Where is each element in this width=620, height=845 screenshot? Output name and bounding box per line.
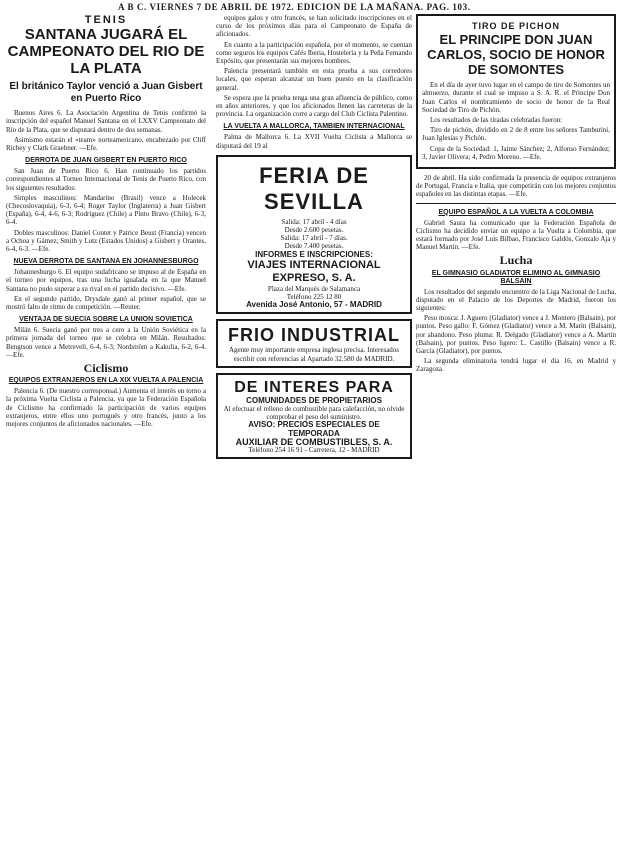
advert-feria (216, 155, 412, 315)
paragraph: Milán 6. Suecia ganó por tres a cero a la Unión Soviética en la primera jornada del torneo que se celebra en Milán. Resultados: Bengtson vence a Metreveli, 6-4, 6-3; Nordström a Kakulia, 6-2, 6-4. —Efe. (6, 326, 206, 359)
advert-line: Agente muy importante empresa inglesa precisa. Interesados escribir con referencias al Apartado 32.580 de MADRID. (228, 346, 400, 363)
paragraph: Palencia 6. (De nuestro corresponsal.) Aumenta el interés en torno a la próxima Vuelta Ciclista a Palencia, ya que la Federación Española de Ciclismo ha confirmado la participación de varios equipos extranjeros, entre ellos uno portugués y otro francés, junto a los mejores conjuntos de aficionados nacionales. —Efe. (6, 387, 206, 429)
subhead: DERROTA DE JUAN GISBERT EN PUERTO RICO (25, 157, 187, 165)
advert-line: Salida: 17 abril - 7 días. (280, 234, 348, 243)
section-title: Ciclismo (83, 361, 129, 376)
subhead: NUEVA DERROTA DE SANTANA EN JOHANNESBURGO (13, 258, 199, 266)
paragraph: Palma de Mallorca 6. La XVII Vuelta Ciclista a Mallorca se disputará del 19 al (216, 133, 412, 150)
section-kicker: TIRO DE PICHON (471, 21, 560, 31)
advert-line: AVISO: PRECIOS ESPECIALES DE TEMPORADA (248, 420, 380, 438)
paragraph: Tiro de pichón, dividido en 2 de 8 entre los señores Tamburini, Juan Iglesias y Pichón. (422, 126, 610, 143)
paragraph: Los resultados de las tiradas celebradas fueron: (430, 116, 563, 125)
advert-company: VIAJES INTERNACIONAL EXPRESO, S. A. (247, 258, 381, 284)
paragraph: Johannesburgo 6. El equipo sudafricano se impuso al de España en el torneo por equipos, tras una lucha igualada en la que Manuel Santana no pudo superar a su rival en el partido decisivo. —Efe. (6, 268, 206, 293)
column-right (416, 14, 616, 842)
paragraph: Dobles masculinos: Daniel Contet y Patrice Beust (Francia) vencen a Ochoa y Gámez; Smith y Lutz (Estados Unidos) a Gisbert y Orantes, 6-4, 6-3. —Efe. (6, 228, 206, 254)
subhead: EQUIPOS EXTRANJEROS EN LA XIX VUELTA A PALENCIA (8, 377, 204, 385)
advert-company: AUXILIAR DE COMBUSTIBLES, S. A. (235, 436, 393, 447)
divider (416, 203, 616, 204)
boxed-article (416, 14, 616, 169)
advert-line: Al efectuar el relleno de combustible para calefacción, no olvide comprobar el peso del suministro. (223, 405, 405, 422)
paragraph: Gabriel Saura ha comunicado que la Federación Española de Ciclismo ha decidido enviar un equipo a la Vuelta a Colombia, que estará formado por José Luis Bilbao, Francisco Galdós, Gonzalo Aja y Manuel Martín. —Efe. (416, 218, 616, 252)
advert-line: Teléfono 254 16 91 - Carretera, 12 - MADRID (248, 446, 380, 455)
advert-frio (216, 319, 412, 367)
advert-title: FRIO INDUSTRIAL (228, 325, 400, 346)
advert-line: Avenida José Antonio, 57 - MADRID (246, 300, 382, 310)
paragraph: equipos galos y otro francés, se han solicitado inscripciones en el curso de los próximos días para el Campeonato de España de aficionados. (216, 14, 412, 39)
paragraph: 20 de abril. Ha sido confirmada la presencia de equipos extranjeros de Portugal, Francia e Italia, que competirán con los mejores conjuntos españoles en las distintas etapas. —Efe. (416, 174, 616, 199)
paragraph: Copa de la Sociedad: 1, Jaime Sánchez; 2, Alfonso Fernández; 3, Javier Olivera; 4, Pedro Moreno. —Efe. (422, 144, 610, 161)
paragraph: Palencia presentará también en esta prueba a sus corredores locales, que esperan alcanzar un buen puesto en la clasificación general. (216, 67, 412, 92)
paragraph: En el segundo partido, Drysdale ganó al primer español, que se mostró falto de ritmo de competición. —Reuter. (6, 294, 206, 312)
paragraph: Se espera que la prueba tenga una gran afluencia de público, como en años anteriores, y que los aficionados llenen las carreteras de la provincia. La organización corre a cargo del Club Ciclista Palentino. (216, 93, 412, 119)
advert-title: DE INTERES PARA (234, 378, 394, 396)
advert-line: Desde 2.600 pesetas. (284, 226, 344, 235)
paragraph: Buenos Aires 6. La Asociación Argentina de Tenis confirmó la inscripción del español Manuel Santana en el LXXV Campeonato del Río de la Plata, que se disputará dentro de dos semanas. (6, 109, 206, 134)
subhead: LA VUELTA A MALLORCA, TAMBIEN INTERNACIONAL (223, 123, 405, 131)
paragraph: Asimismo estarán el «team» norteamericano, encabezado por Cliff Richey y Clark Graebner. —Efe. (6, 135, 206, 153)
column-left (6, 14, 206, 842)
advert-line: Teléfono 225 12 80 (286, 293, 342, 302)
subhead: EL GIMNASIO GLADIATOR ELIMINO AL GIMNASIO BALSAIN (431, 269, 601, 285)
headline: SANTANA JUGARÁ EL CAMPEONATO DEL RIO DE LA PLATA (7, 26, 205, 78)
paragraph: En el día de ayer tuvo lugar en el campo de tiro de Somontes un almuerzo, durante el cual se impuso a S. A. R. el Príncipe Don Juan Carlos el nombramiento de socio de honor de la Real Sociedad de Tiro de Pichón. (422, 81, 610, 114)
advert-subtitle: COMUNIDADES DE PROPIETARIOS (246, 395, 382, 405)
page-header: A B C. VIERNES 7 DE ABRIL DE 1972. EDICION DE LA MAÑANA. PAG. 103. (118, 2, 471, 12)
paragraph: San Juan de Puerto Rico 6. Han continuado los partidos correspondientes al Torneo Internacional de Tenis de Puerto Rico, con los siguientes resultados: (6, 167, 206, 192)
advert-combustibles (216, 373, 412, 459)
paragraph: En cuanto a la participación española, por el momento, se cuentan como seguros los equipos Cafés Iberia, Hostelería y la Peña Fernando Expósito, que presentarán sus mejores hombres. (216, 40, 412, 66)
subhead: EQUIPO ESPAÑOL A LA VUELTA A COLOMBIA (438, 208, 594, 216)
subhead: VENTAJA DE SUECIA SOBRE LA UNION SOVIETICA (19, 316, 193, 324)
section-title: Lucha (499, 253, 533, 268)
advert-line: Desde 7.400 pesetas. (284, 242, 344, 251)
paragraph: Los resultados del segundo encuentro de la Liga Nacional de Lucha, disputado en el Palacio de los Deportes de Madrid, fueron los siguientes: (416, 287, 616, 313)
paragraph: Simples masculinos: Mandarino (Brasil) vence a Holecek (Checoslovaquia), 6-3, 6-4; Roger Taylor (Inglaterra) a Juan Gisbert (España), 6-4, 4-6, 6-3; Rodríguez (Chile) a Pinto Bravo (Chile), 6-3, 6-4. (6, 193, 206, 227)
subheadline: El británico Taylor venció a Juan Gisbert en Puerto Rico (9, 81, 203, 105)
advert-title: FERIA DE SEVILLA (259, 162, 369, 214)
paragraph: Peso mosca: J. Aguero (Gladiator) vence a J. Montero (Balsain), por puntos. Peso gallo: F. Gómez (Gladiator) vence a M. Marín (Balsain), por abandono. Peso pluma: R. Delgado (Gladiator) vence a A. Martín (Balsain), por puntos. Peso ligero: L. Castillo (Balsain) vence a R. García (Gladiator), por puntos. (416, 314, 616, 356)
advert-line: Plaza del Marqués de Salamanca (267, 284, 361, 293)
headline: EL PRINCIPE DON JUAN CARLOS, SOCIO DE HONOR DE SOMONTES (427, 32, 605, 78)
advert-line: INFORMES E INSCRIPCIONES: (255, 249, 373, 259)
advert-line: Salida: 17 abril - 4 días (281, 217, 347, 226)
paragraph: La segunda eliminatoria tendrá lugar el día 16, en Madrid y Zaragoza. (416, 357, 616, 374)
section-kicker: TENIS (84, 14, 128, 26)
column-middle (216, 14, 412, 842)
